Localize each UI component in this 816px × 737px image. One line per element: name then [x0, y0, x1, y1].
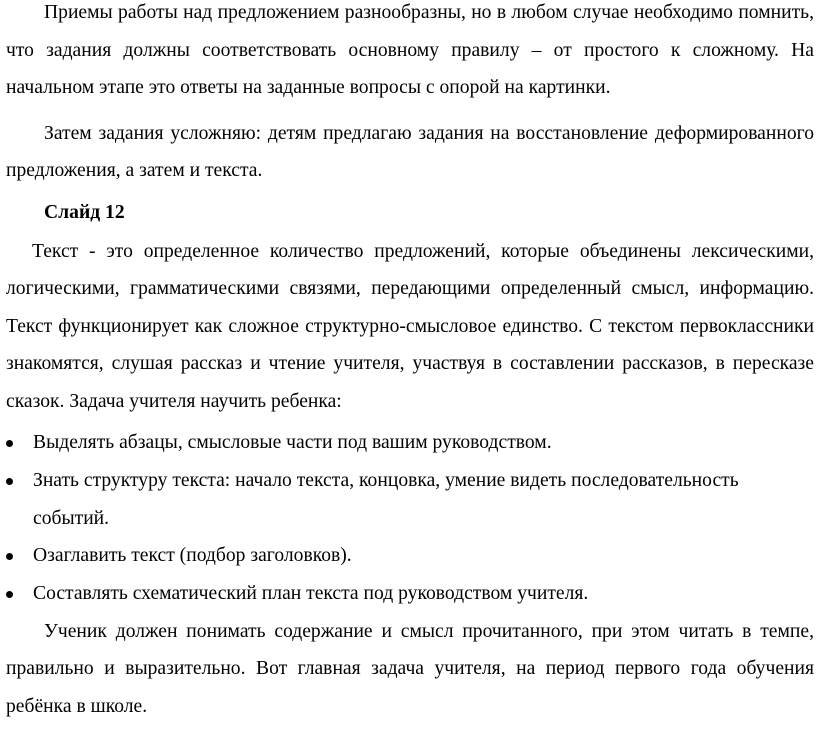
document-page	[6, 0, 814, 725]
bullet-icon	[6, 553, 13, 560]
list-item-text: Озаглавить текст (подбор заголовков).	[33, 545, 352, 567]
paragraph-tasks-complication: Затем задания усложняю: детям предлагаю задания на восстановление деформированного предложения, а затем и текста.	[6, 122, 814, 182]
bullet-list	[6, 424, 814, 613]
list-item	[6, 575, 814, 613]
bullet-icon	[6, 591, 13, 598]
list-item-text: Выделять абзацы, смысловые части под вашим руководством.	[33, 431, 552, 453]
paragraph-sentence-work: Приемы работы над предложением разнообразны, но в любом случае необходимо помнить, что задания должны соответствовать основному правилу – от простого к сложному. На начальном этапе это ответы на заданные вопросы с опорой на картинки.	[6, 2, 814, 99]
slide-heading: Слайд 12	[44, 201, 125, 223]
bullet-icon	[6, 440, 13, 447]
bullet-icon	[6, 478, 13, 485]
list-item	[6, 462, 814, 537]
paragraph-text-definition: Текст - это определенное количество предложений, которые объединены лексическими, логическими, грамматическими связями, передающими определенный смысл, информацию. Текст функционирует как сложное структурно-смысловое единство. С текстом первоклассники знакомятся, слушая рассказ и чтение учителя, участвуя в составлении рассказов, в пересказе сказок. Задача учителя научить ребенка:	[6, 240, 814, 412]
list-item	[6, 537, 814, 575]
paragraph-student-goal: Ученик должен понимать содержание и смысл прочитанного, при этом читать в темпе, правильно и выразительно. Вот главная задача учителя, на период первого года обучения ребёнка в школе.	[6, 620, 814, 717]
list-item	[6, 424, 814, 462]
list-item-text: Составлять схематический план текста под руководством учителя.	[33, 582, 589, 604]
list-item-text: Знать структуру текста: начало текста, концовка, умение видеть последовательность событий.	[33, 470, 739, 529]
